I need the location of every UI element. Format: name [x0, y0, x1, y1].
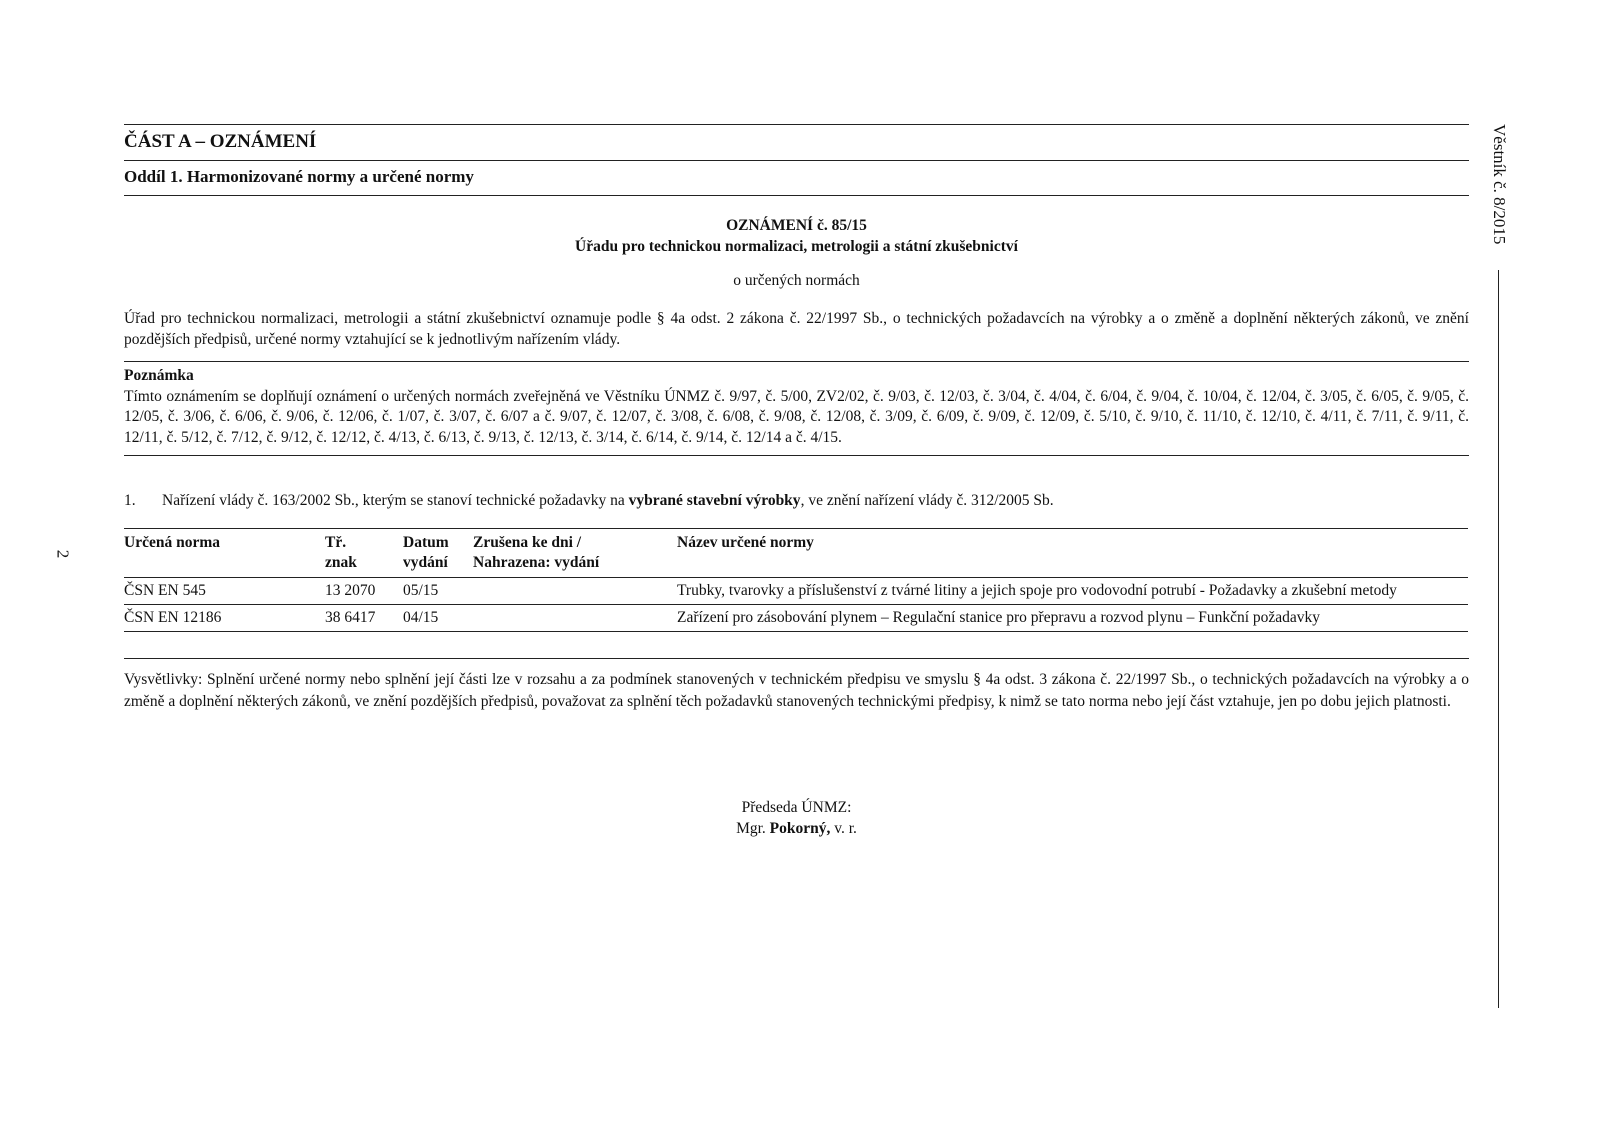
notice-subject: o určených normách: [733, 272, 860, 289]
section-title: Oddíl 1. Harmonizované normy a určené normy: [124, 167, 474, 186]
item-text-after: , ve znění nařízení vlády č. 312/2005 Sb.: [800, 492, 1054, 509]
part-title: ČÁST A – OZNÁMENÍ: [124, 131, 317, 152]
cell-cancelled: [473, 605, 677, 632]
explanation-rule: [124, 658, 1469, 659]
journal-side-label: [1487, 124, 1511, 264]
journal-title: Věstník č. 8/2015: [1490, 124, 1509, 245]
explanation: Vysvětlivky: Splnění určené normy nebo splnění její části lze v rozsahu a za podmínek stanovených v technickém předpisu ve smyslu § 4a odst. 3 zákona č. 22/1997 Sb., o technických požadavcích na výrobky a o změně a doplnění některých zákonů, ve znění pozdějších předpisů, považovat za splnění těch požadavků stanovených technickými předpisy, k nimž se tato norma nebo její část vztahuje, jen po dobu jejich platnosti.: [124, 671, 1469, 710]
document-page: [124, 124, 1469, 839]
signature-name: Pokorný,: [769, 820, 831, 837]
table-row: [124, 578, 1468, 605]
regulation-item: [124, 490, 1469, 511]
section-rule: [124, 195, 1469, 196]
cell-cancelled: [473, 578, 677, 605]
header-norm: Určená norma: [124, 529, 325, 578]
cell-date: 05/15: [403, 578, 473, 605]
table-row: [124, 605, 1468, 632]
side-rule: [1498, 270, 1499, 1008]
header-cancelled: Zrušena ke dni / Nahrazena: vydání: [473, 529, 677, 578]
cell-class: 13 2070: [325, 578, 403, 605]
notice-issuer: Úřadu pro technickou normalizaci, metrologii a státní zkušebnictví: [575, 238, 1018, 255]
cell-date: 04/15: [403, 605, 473, 632]
cell-norm: ČSN EN 12186: [124, 605, 325, 632]
cell-class: 38 6417: [325, 605, 403, 632]
page-number: 2: [53, 549, 73, 559]
notice-intro: Úřad pro technickou normalizaci, metrologii a státní zkušebnictví oznamuje podle § 4a odst. 2 zákona č. 22/1997 Sb., o technických požadavcích na výrobky a o změně a doplnění některých zákonů, ve znění pozdějších předpisů, určené normy vztahující se k jednotlivým nařízením vlády.: [124, 310, 1469, 348]
header-class: Tř. znak: [325, 529, 403, 578]
note-block: [124, 361, 1469, 456]
item-number: 1.: [124, 492, 136, 509]
item-text-before: Nařízení vlády č. 163/2002 Sb., kterým se stanoví technické požadavky na: [162, 492, 629, 509]
table-header-row: [124, 529, 1468, 578]
cell-name: Zařízení pro zásobování plynem – Regulační stanice pro přepravu a rozvod plynu – Funkční požadavky: [677, 605, 1468, 632]
signature-role: Předseda ÚNMZ:: [741, 799, 852, 816]
notice-heading: [124, 215, 1469, 257]
item-text-bold: vybrané stavební výrobky: [628, 492, 801, 509]
header-date: Datum vydání: [403, 529, 473, 578]
norms-table: [124, 528, 1468, 632]
header-name: Název určené normy: [677, 529, 1468, 578]
note-title: Poznámka: [124, 367, 194, 384]
notice-number: OZNÁMENÍ č. 85/15: [726, 217, 867, 234]
signature-name-line: Mgr. Pokorný, v. r.: [736, 820, 857, 837]
cell-name: Trubky, tvarovky a příslušenství z tvárné litiny a jejich spoje pro vodovodní potrubí - Požadavky a zkušební metody: [677, 578, 1468, 605]
note-text: Tímto oznámením se doplňují oznámení o určených normách zveřejněná ve Věstníku ÚNMZ č. 9/97, č. 5/00, ZV2/02, č. 9/03, č. 12/03, č. 3/04, č. 4/04, č. 6/04, č. 9/04, č. 10/04, č. 12/04, č. 3/05, č. 6/05, č. 9/05, č. 12/05, č. 3/06, č. 6/06, č. 9/06, č. 12/06, č. 1/07, č. 3/07, č. 6/07 a č. 9/07, č. 12/07, č. 3/08, č. 6/08, č. 9/08, č. 12/08, č. 3/09, č. 6/09, č. 9/09, č. 12/09, č. 5/10, č. 9/10, č. 11/10, č. 12/10, č. 4/11, č. 7/11, č. 9/11, č. 12/11, č. 5/12, č. 7/12, č. 9/12, č. 12/12, č. 4/13, č. 6/13, č. 9/13, č. 12/13, č. 3/14, č. 6/14, č. 9/14, č. 12/14 a č. 4/15.: [124, 387, 1469, 446]
signature-block: [124, 797, 1469, 839]
cell-norm: ČSN EN 545: [124, 578, 325, 605]
